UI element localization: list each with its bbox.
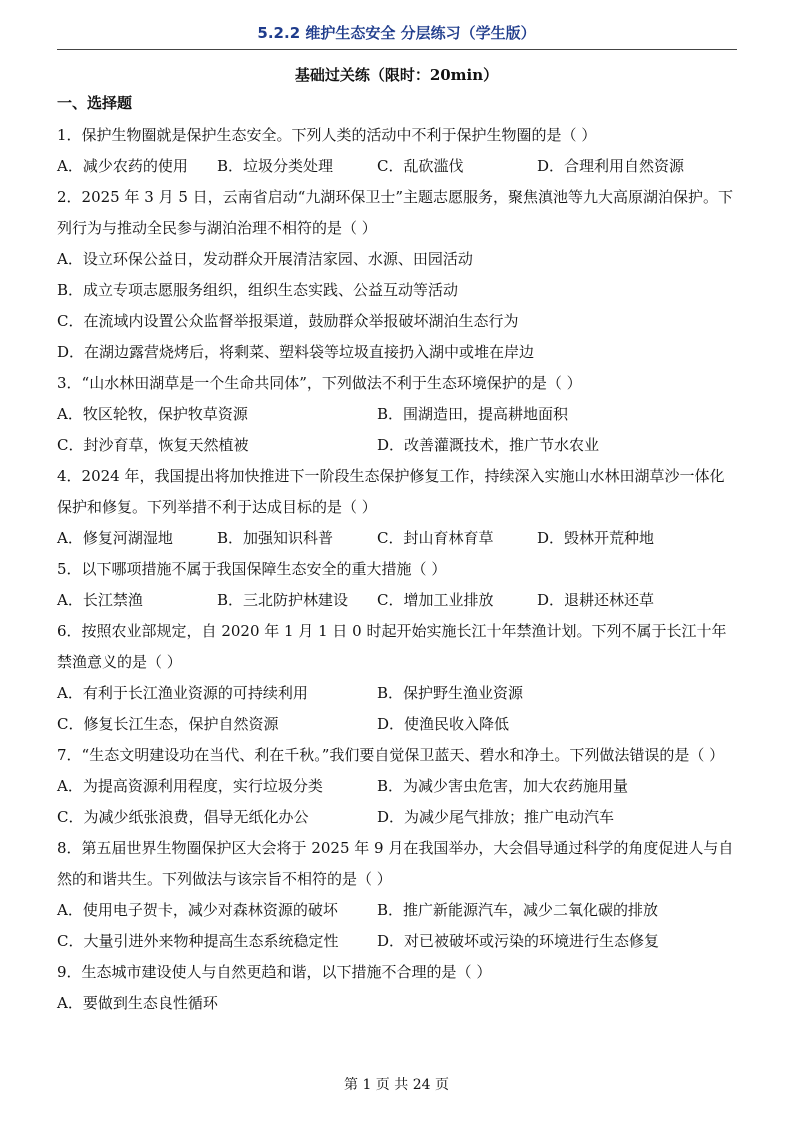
option-a: A．牧区轮牧，保护牧草资源	[57, 405, 248, 423]
option-b: B．三北防护林建设	[217, 591, 349, 609]
question-list	[57, 92, 737, 1019]
question-4-stem: 4．2024 年，我国提出将加快推进下一阶段生态保护修复工作，持续深入实施山水林田湖草沙一体化保护和修复。下列举措不利于达成目标的是（ ）	[57, 467, 725, 516]
question-7-options-row-2	[57, 802, 737, 833]
option-c: C．修复长江生态，保护自然资源	[57, 715, 279, 733]
option-c: C．乱砍滥伐	[377, 157, 464, 175]
option-d: D．合理利用自然资源	[537, 157, 685, 175]
question-1-options	[57, 151, 737, 182]
question-3-options-row-1	[57, 399, 737, 430]
option-b: B．为减少害虫危害，加大农药施用量	[377, 777, 629, 795]
option-d: D．在湖边露营烧烤后，将剩菜、塑料袋等垃圾直接扔入湖中或堆在岸边	[57, 343, 535, 361]
question-8-stem: 8．第五届世界生物圈保护区大会将于 2025 年 9 月在我国举办，大会倡导通过科学的角度促进人与自然的和谐共生。下列做法与该宗旨不相符的是（ ）	[57, 839, 734, 888]
question-7-stem: 7．“生态文明建设功在当代、利在千秋。”我们要自觉保卫蓝天、碧水和净土。下列做法错误的是（ ）	[57, 746, 725, 764]
option-a: A．修复河湖湿地	[57, 529, 173, 547]
question-7-options-row-1	[57, 771, 737, 802]
option-b: B．推广新能源汽车，减少二氧化碳的排放	[377, 901, 659, 919]
question-3-stem: 3．“山水林田湖草是一个生命共同体”，下列做法不利于生态环境保护的是（ ）	[57, 374, 582, 392]
question-6-options-row-1	[57, 678, 737, 709]
option-c: C．大量引进外来物种提高生态系统稳定性	[57, 932, 339, 950]
question-6-stem: 6．按照农业部规定，自 2020 年 1 月 1 日 0 时起开始实施长江十年禁渔计划。下列不属于长江十年禁渔意义的是（ ）	[57, 622, 727, 671]
question-5-options	[57, 585, 737, 616]
option-a: A．为提高资源利用程度，实行垃圾分类	[57, 777, 323, 795]
option-a: A．使用电子贺卡，减少对森林资源的破坏	[57, 901, 338, 919]
option-d: D．为减少尾气排放；推广电动汽车	[377, 808, 615, 826]
option-a: A．有利于长江渔业资源的可持续利用	[57, 684, 308, 702]
option-c: C．在流域内设置公众监督举报渠道，鼓励群众举报破坏湖泊生态行为	[57, 312, 519, 330]
option-c: C．为减少纸张浪费，倡导无纸化办公	[57, 808, 309, 826]
option-b: B．成立专项志愿服务组织，组织生态实践、公益互动等活动	[57, 281, 459, 299]
option-d: D．使渔民收入降低	[377, 715, 510, 733]
option-c: C．封沙育草，恢复天然植被	[57, 436, 249, 454]
option-d: D．退耕还林还草	[537, 591, 655, 609]
option-d: D．毁林开荒种地	[537, 529, 655, 547]
option-d: D．改善灌溉技术，推广节水农业	[377, 436, 600, 454]
option-b: B．加强知识科普	[217, 529, 334, 547]
question-9-stem: 9．生态城市建设使人与自然更趋和谐，以下措施不合理的是（ ）	[57, 963, 492, 981]
question-8-options-row-1	[57, 895, 737, 926]
option-d: D．对已被破坏或污染的环境进行生态修复	[377, 932, 660, 950]
question-3-options-row-2	[57, 430, 737, 461]
option-c: C．封山育林育草	[377, 529, 494, 547]
question-1-stem: 1．保护生物圈就是保护生态安全。下列人类的活动中不利于保护生物圈的是（ ）	[57, 126, 597, 144]
question-6-options-row-2	[57, 709, 737, 740]
option-a: A．长江禁渔	[57, 591, 143, 609]
option-b: B．围湖造田，提高耕地面积	[377, 405, 569, 423]
question-5-stem: 5．以下哪项措施不属于我国保障生态安全的重大措施（ ）	[57, 560, 447, 578]
option-b: B．垃圾分类处理	[217, 157, 334, 175]
question-8-options-row-2	[57, 926, 737, 957]
part-title: 一、选择题	[57, 94, 133, 112]
option-a: A．设立环保公益日，发动群众开展清洁家园、水源、田园活动	[57, 250, 473, 268]
option-b: B．保护野生渔业资源	[377, 684, 524, 702]
section-title: 基础过关练（限时：20min）	[294, 66, 499, 84]
question-2-stem: 2．2025 年 3 月 5 日，云南省启动“九湖环保卫士”主题志愿服务，聚焦滇池等九大高原湖泊保护。下列行为与推动全民参与湖泊治理不相符的是（ ）	[57, 188, 733, 237]
header-divider	[57, 49, 737, 50]
option-c: C．增加工业排放	[377, 591, 494, 609]
option-a: A．减少农药的使用	[57, 157, 188, 175]
option-a: A．要做到生态良性循环	[57, 994, 218, 1012]
question-4-options	[57, 523, 737, 554]
document-header-title: 5.2.2 维护生态安全 分层练习（学生版）	[257, 24, 536, 42]
page-footer: 第 1 页 共 24 页	[344, 1077, 449, 1093]
